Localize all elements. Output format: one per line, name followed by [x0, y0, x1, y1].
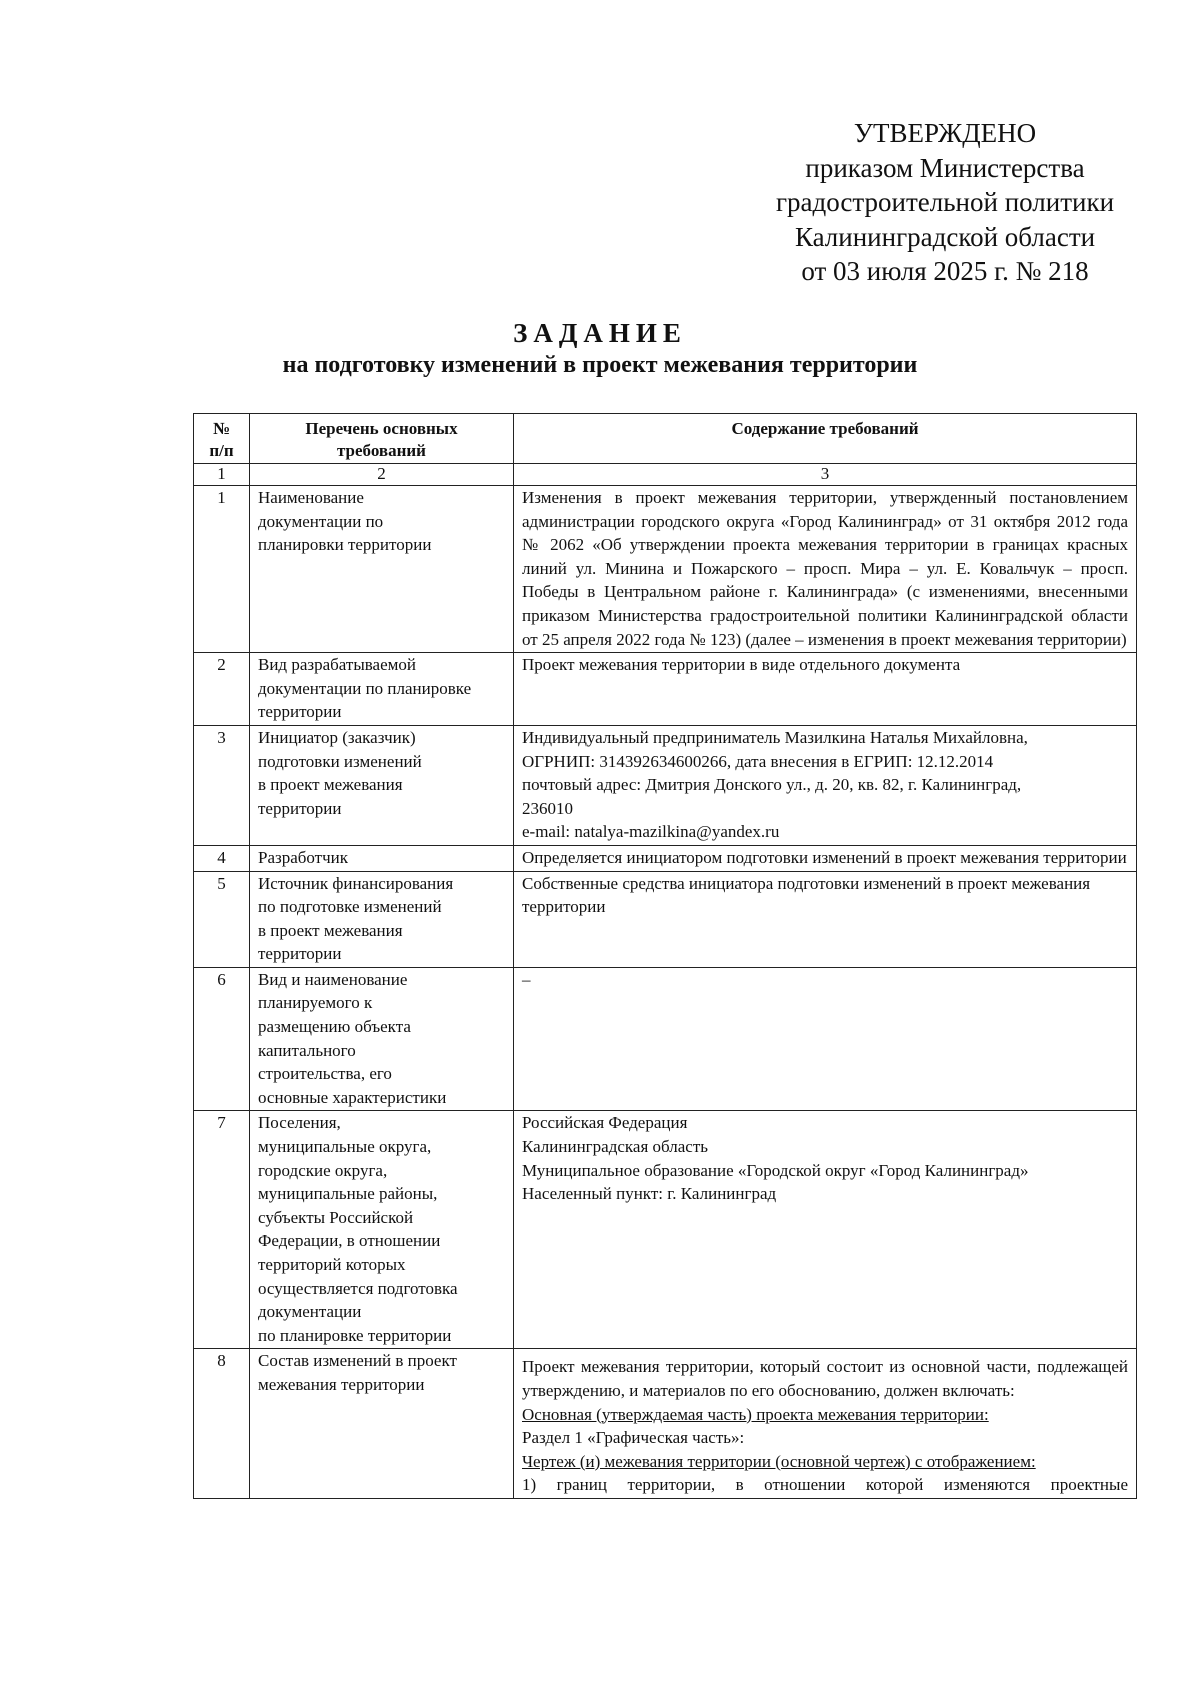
row-number: 5 [194, 871, 250, 967]
requirement-content: Индивидуальный предприниматель Мазилкина Наталья Михайловна, ОГРНИП: 314392634600266, дата внесения в ЕГРИП: 12.12.2014 почтовый адрес: Дмитрия Донского ул., д. 20, кв. 82, г. Калининград, 236010 e-mail: natalya-mazilkina@yandex.ru [514, 725, 1137, 845]
requirement-name: Поселения, муниципальные округа, городские округа, муниципальные районы, субъекты Российской Федерации, в отношении территорий которых осуществляется подготовка документации по планировке территории [250, 1111, 514, 1349]
row-number: 7 [194, 1111, 250, 1349]
column-number-row [194, 464, 1137, 486]
table-row [194, 1349, 1137, 1499]
requirement-name: Наименование документации по планировки территории [250, 486, 514, 653]
requirement-name: Вид разрабатываемой документации по планировке территории [250, 653, 514, 726]
row-number: 8 [194, 1349, 250, 1499]
drawing-heading: Чертеж (и) межевания территории (основной чертеж) с отображением: [522, 1451, 1036, 1471]
header-requirement-content: Содержание требований [514, 414, 1137, 464]
approval-line: градостроительной политики [775, 187, 1115, 217]
row-number: 1 [194, 486, 250, 653]
requirement-content: Собственные средства инициатора подготовки изменений в проект межевания территории [514, 871, 1137, 967]
approval-line: УТВЕРЖДЕНО [853, 118, 1037, 148]
approval-line: приказом Министерства [805, 152, 1085, 183]
requirement-name: Инициатор (заказчик) подготовки изменений в проект межевания территории [250, 725, 514, 845]
approval-line: от 03 июля 2025 г. № 218 [801, 256, 1089, 286]
document-title: ЗАДАНИЕ [513, 318, 687, 348]
row-number: 6 [194, 967, 250, 1111]
requirement-content: Проект межевания территории, который состоит из основной части, подлежащей утверждению, и материалов по его обоснованию, должен включать: Основная (утверждаемая часть) проекта межевания территории: Раздел 1 «Графическая часть»: Чертеж (и) межевания территории (основной чертеж) с отображением: 1) границ территории, в отношении которой изменяются проектные [514, 1349, 1137, 1499]
table-row [194, 871, 1137, 967]
row-number: 2 [194, 653, 250, 726]
email-address: e-mail: natalya-mazilkina@yandex.ru [522, 822, 780, 842]
requirements-table [193, 413, 1137, 1499]
approval-stamp [760, 116, 1130, 289]
column-number: 3 [514, 464, 1137, 486]
requirement-content: Изменения в проект межевания территории, утвержденный постановлением администрации городского округа «Город Калининград» от 31 октября 2012 года № 2062 «Об утверждении проекта межевания территории в границах красных линий ул. Минина и Пожарского – просп. Мира – ул. Е. Ковальчук – просп. Победы в Центральном районе г. Калининграда» (с изменениями, внесенными приказом Министерства градостроительной политики Калининградской области от 25 апреля 2022 года № 123) (далее – изменения в проект межевания территории) [514, 486, 1137, 653]
requirement-content: Проект межевания территории в виде отдельного документа [514, 653, 1137, 726]
table-row [194, 725, 1137, 845]
table-row [194, 845, 1137, 871]
column-number: 1 [194, 464, 250, 486]
requirement-name: Вид и наименование планируемого к размещению объекта капитального строительства, его основные характеристики [250, 967, 514, 1111]
row-number: 4 [194, 845, 250, 871]
header-number: № п/п [194, 414, 250, 464]
table-row [194, 1111, 1137, 1349]
requirement-content: Российская Федерация Калининградская область Муниципальное образование «Городской округ «Город Калининград» Населенный пункт: г. Калининград [514, 1111, 1137, 1349]
table-row [194, 653, 1137, 726]
requirement-name: Разработчик [250, 845, 514, 871]
row-number: 3 [194, 725, 250, 845]
column-number: 2 [250, 464, 514, 486]
table-row [194, 967, 1137, 1111]
requirement-content: Определяется инициатором подготовки изменений в проект межевания территории [514, 845, 1137, 871]
document-subtitle: на подготовку изменений в проект межевания территории [282, 352, 918, 378]
header-requirement-name: Перечень основных требований [250, 414, 514, 464]
approval-line: Калининградской области [794, 221, 1096, 252]
requirement-name: Состав изменений в проект межевания территории [250, 1349, 514, 1499]
main-part-heading: Основная (утверждаемая часть) проекта межевания территории: [522, 1404, 989, 1424]
table-header-row [194, 414, 1137, 464]
requirement-content: – [514, 967, 1137, 1111]
requirement-name: Источник финансирования по подготовке изменений в проект межевания территории [250, 871, 514, 967]
table-row [194, 486, 1137, 653]
